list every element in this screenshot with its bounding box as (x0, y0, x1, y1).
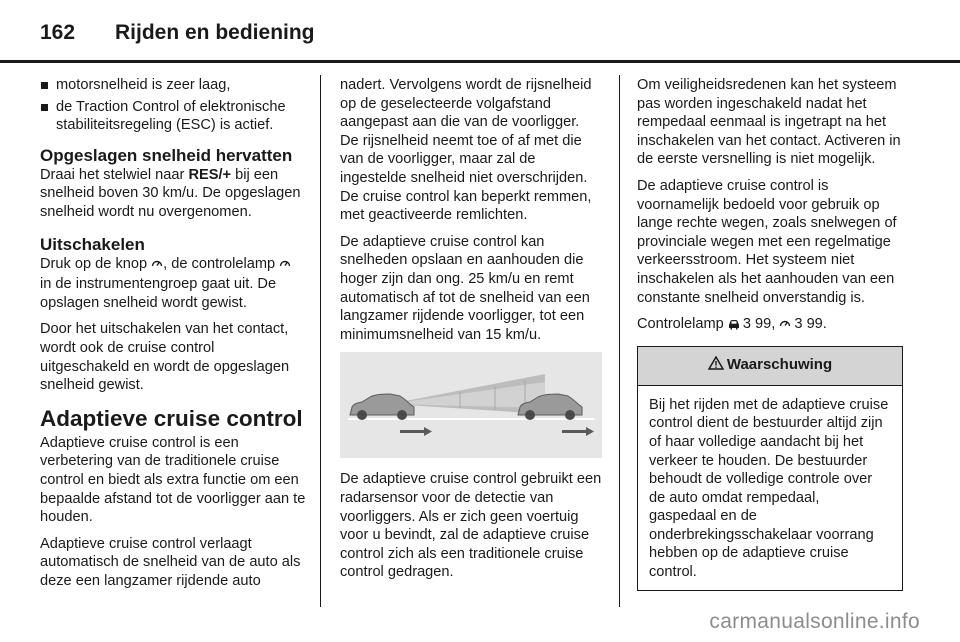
column-divider-2 (619, 75, 620, 607)
paragraph-resume: Draai het stelwiel naar RES/+ bij een snelheid boven 30 km/u. De opgeslagen snelheid wordt nu overgenomen. (40, 166, 301, 220)
cruise-control-icon (151, 257, 163, 276)
warning-title: Waarschuwing (726, 356, 833, 374)
page-number: 162 (40, 21, 76, 44)
watermark: carmanualsonline.info (709, 610, 920, 633)
column-divider-1 (320, 75, 321, 607)
header-rule (0, 60, 960, 63)
control-lamp-reference: Controlelamp 3 99, 3 99. (637, 315, 903, 336)
heading-resume: Opgeslagen snelheid hervatten (40, 145, 293, 165)
paragraph-switch-off: Druk op de knop , de controlelamp in de instrumentengroep gaat uit. De opslagen snelheid wordt gewist. (40, 255, 306, 313)
warning-triangle-icon (708, 356, 724, 376)
condition-list (40, 76, 306, 135)
heading-adaptive-cruise: Adaptieve cruise control (40, 405, 303, 431)
list-item: de Traction Control of elektronische stabiliteitsregeling (ESC) is actief. (40, 98, 306, 135)
own-car-icon (350, 394, 414, 420)
direction-arrow-icon (400, 427, 432, 436)
column-2 (340, 76, 602, 590)
chapter-title: Rijden en bediening (115, 21, 315, 44)
page-ref-arrow-icon: 3 (742, 316, 751, 333)
page-header (40, 18, 315, 48)
list-item: motorsnelheid is zeer laag, (40, 76, 306, 95)
column-3 (637, 76, 903, 591)
paragraph-radar: De adaptieve cruise control gebruikt een radarsensor voor de detectie van voorliggers. Als er zich geen voertuig voor u bevindt, zal de adaptieve cruise control zich als een traditionele cruise control gedragen. (340, 471, 602, 581)
paragraph-ignition-off: Door het uitschakelen van het contact, wordt ook de cruise control uitgeschakeld en wordt de opgeslagen snelheid gewist. (40, 321, 290, 394)
car-front-icon (728, 317, 740, 336)
warning-header (638, 347, 902, 386)
warning-body: Bij het rijden met de adaptieve cruise control dient de bestuurder altijd zijn of haar volledige aandacht bij het verkeer te houden. De bestuurder behoudt de volledige controle over de auto omdat rempedaal, gaspedaal en de onderbrekingsschakelaar voorrang hebben op de adaptieve cruise control. (649, 396, 889, 581)
paragraph-usage: De adaptieve cruise control is voornamelijk bedoeld voor gebruik op lange rechte wegen, zoals snelwegen of provinciale wegen met een regelmatige verkeersstroom. Het systeem niet inschakelen als het aanhouden van een constante snelheid onverstandig is. (637, 177, 897, 306)
page-ref-arrow-icon: 3 (794, 316, 803, 333)
radar-illustration (340, 352, 602, 458)
paragraph-safety: Om veiligheidsredenen kan het systeem pas worden ingeschakeld nadat het rempedaal eenmaal is ingetrapt na het inschakelen van het contact. Activeren in de eerste versnelling is niet mogelijk. (637, 77, 901, 168)
warning-box (637, 346, 903, 591)
paragraph-acc-speed: Adaptieve cruise control verlaagt automatisch de snelheid van de auto als deze een langzamer rijdende auto (40, 535, 301, 589)
column-1 (40, 76, 306, 598)
paragraph-speed-range: De adaptieve cruise control kan snelheden opslaan en aanhouden die hoger zijn dan ong. 25 km/u en remt automatisch af tot de snelheid van een langzamer rijdende voorligger, tot een minimumsnelheid van 15 km/u. (340, 233, 590, 343)
paragraph-acc-intro: Adaptieve cruise control is een verbetering van de traditionele cruise control en biedt als extra functie om een bepaalde afstand tot de voorligger aan te houden. (40, 434, 306, 526)
res-plus-label: RES/+ (188, 166, 232, 183)
paragraph-following: nadert. Vervolgens wordt de rijsnelheid op de geselecteerde volgafstand aangepast aan die van de voorligger. De rijsnelheid neemt toe of af met die van de voorligger, maar zal de ingestelde snelheid niet overschrijden. De cruise control kan beperkt remmen, met geactiveerde remlichten. (340, 77, 592, 224)
heading-switch-off: Uitschakelen (40, 234, 145, 254)
cruise-control-icon (279, 257, 291, 276)
direction-arrow-icon (562, 427, 594, 436)
cruise-control-icon (779, 317, 791, 336)
